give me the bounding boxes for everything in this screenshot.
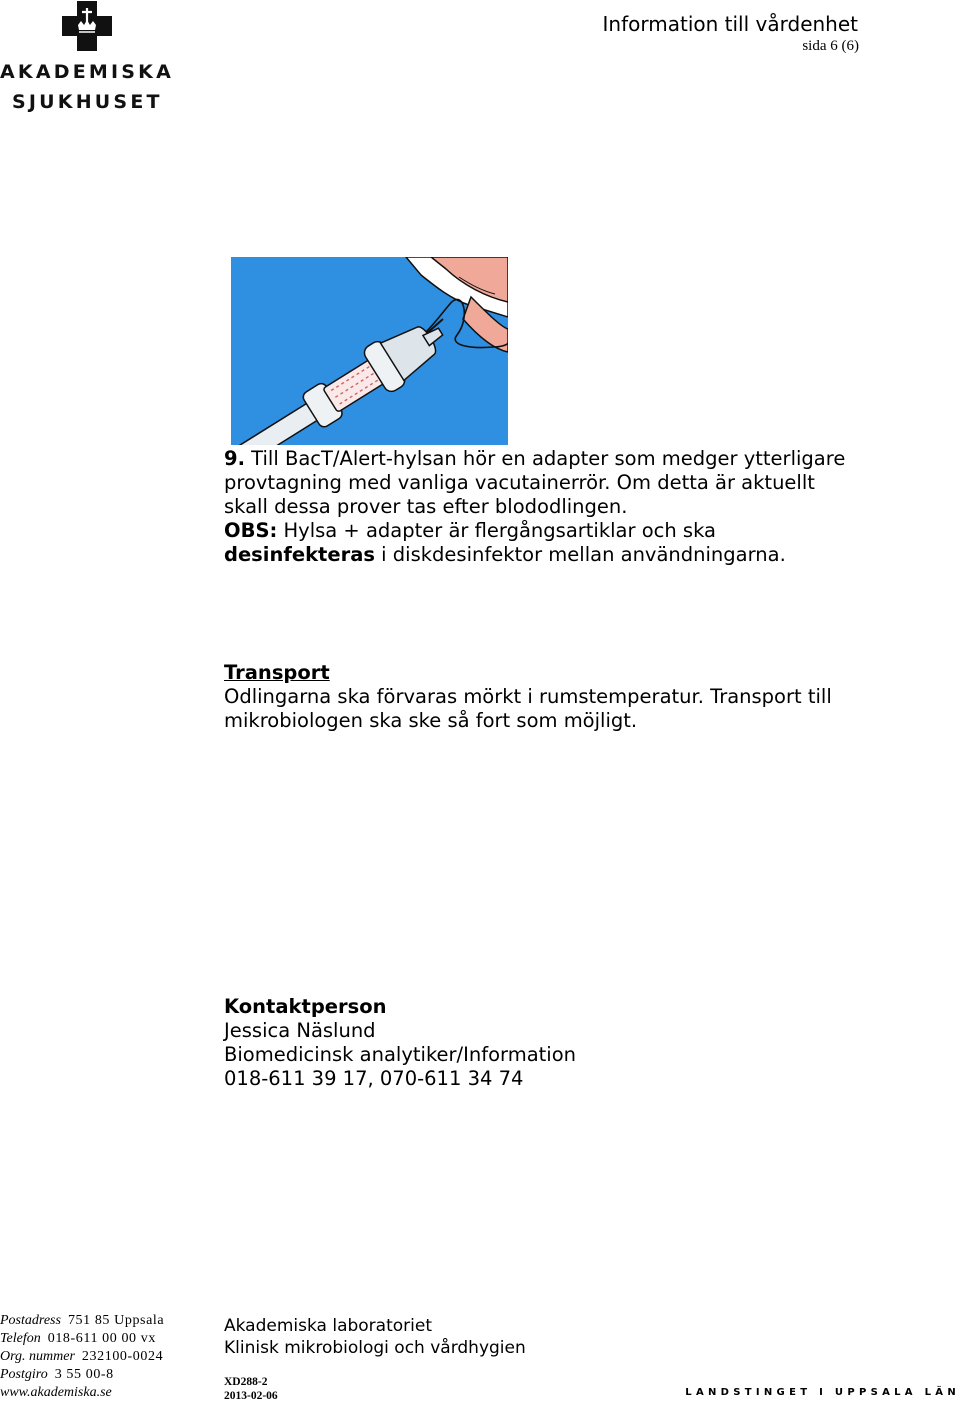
footer-postgiro: Postgiro 3 55 00-8 (0, 1367, 114, 1382)
transport-line-2: mikrobiologen ska ske så fort som möjligt. (224, 709, 638, 732)
document-code: XD288-2 (224, 1376, 268, 1388)
document-date: 2013-02-06 (224, 1390, 278, 1402)
obs-line: OBS: Hylsa + adapter är flergångsartiklar och ska (224, 519, 716, 542)
footer-org-number: Org. nummer 232100-0024 (0, 1349, 164, 1364)
footer-website[interactable]: www.akademiska.se (0, 1385, 112, 1400)
document-title: Information till vårdenhet (602, 12, 858, 36)
contact-role: Biomedicinsk analytiker/Information (224, 1043, 576, 1066)
hospital-name-line1: AKADEMISKA (0, 61, 174, 83)
hospital-cross-logo-icon (62, 1, 112, 51)
disinfect-line: desinfekteras i diskdesinfektor mellan användningarna. (224, 543, 786, 566)
obs-label: OBS: (224, 519, 278, 542)
contact-section (224, 995, 884, 1091)
adapter-illustration (231, 257, 508, 445)
footer-postal: Postadress 751 85 Uppsala (0, 1313, 165, 1328)
footer-document-info (224, 1375, 278, 1403)
step-9-paragraph (224, 447, 884, 567)
step-line-2: provtagning med vanliga vacutainerrör. Om detta är aktuellt (224, 471, 815, 494)
contact-phones: 018-611 39 17, 070-611 34 74 (224, 1067, 524, 1090)
transport-line-1: Odlingarna ska förvaras mörkt i rumstemperatur. Transport till (224, 685, 832, 708)
footer-phone: Telefon 018-611 00 00 vx (0, 1331, 156, 1346)
transport-heading: Transport (224, 661, 330, 684)
county-council-name: LANDSTINGET I UPPSALA LÄN (685, 1387, 960, 1398)
contact-heading: Kontaktperson (224, 995, 387, 1018)
footer-unit-name: Klinisk mikrobiologi och vårdhygien (224, 1338, 526, 1358)
transport-section (224, 661, 884, 733)
footer-lab-name: Akademiska laboratoriet (224, 1316, 432, 1336)
contact-name: Jessica Näslund (224, 1019, 376, 1042)
hospital-name-line2: SJUKHUSET (12, 91, 163, 113)
disinfect-emphasis: desinfekteras (224, 543, 375, 566)
footer-department (224, 1315, 526, 1359)
step-line-1: 9. Till BacT/Alert-hylsan hör en adapter som medger ytterligare (224, 447, 846, 470)
page-number: sida 6 (6) (802, 38, 859, 54)
step-number: 9. (224, 447, 245, 470)
step-line-3: skall dessa prover tas efter blododlingen. (224, 495, 628, 518)
